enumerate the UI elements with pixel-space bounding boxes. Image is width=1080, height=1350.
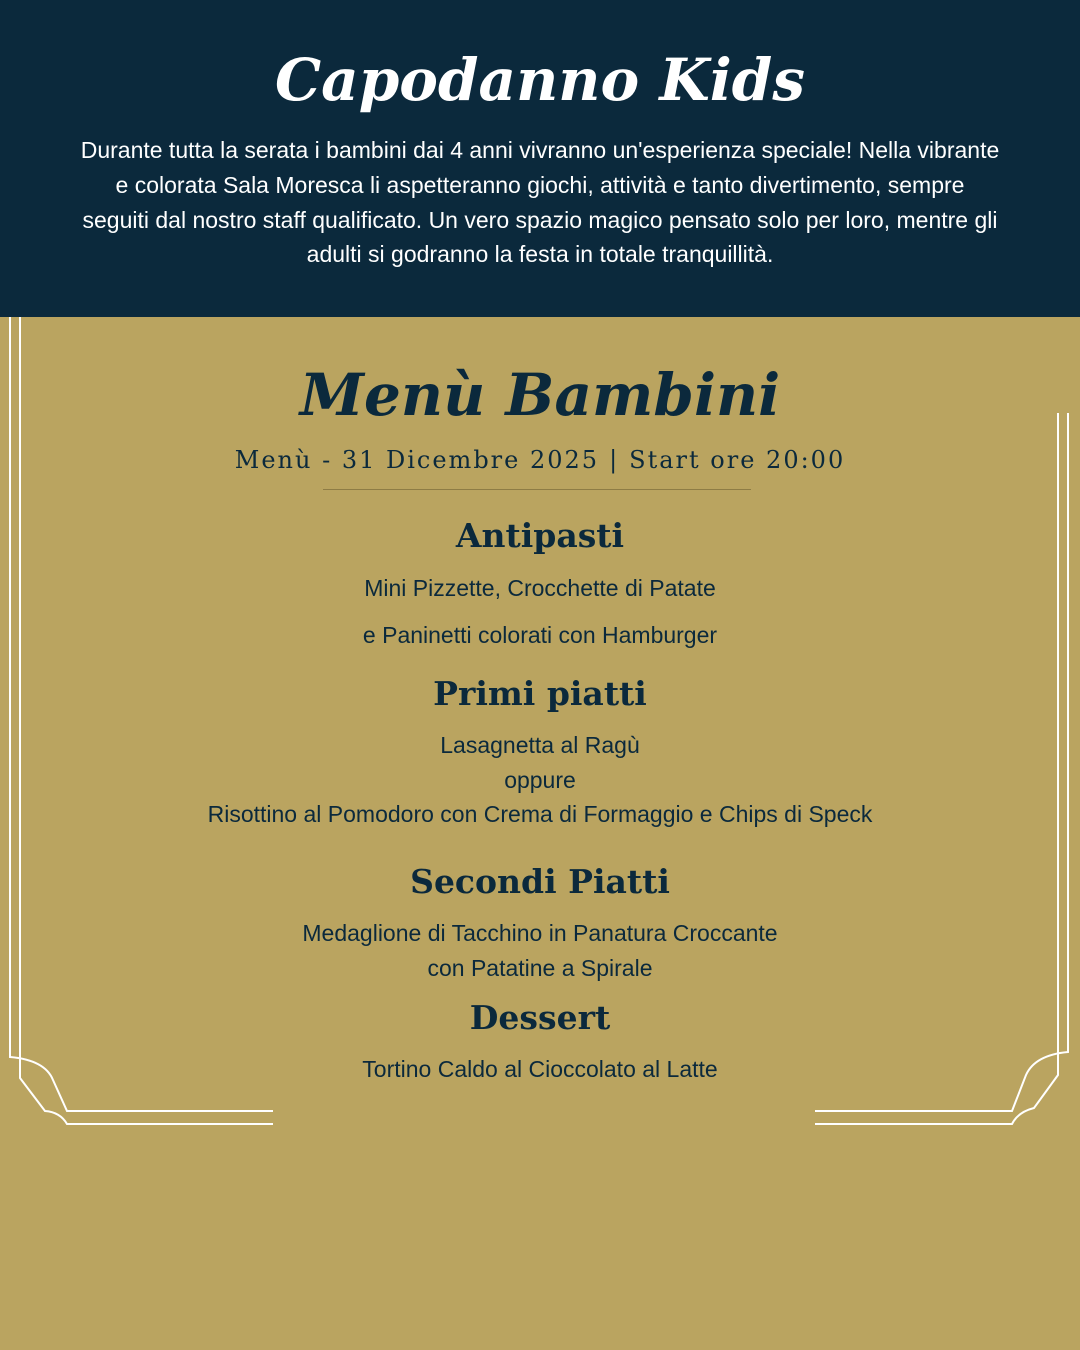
dish-line: Mini Pizzette, Crocchette di Patate [364, 575, 716, 601]
menu-start-time: Start ore 20:00 [629, 446, 846, 474]
dish-line: Risottino al Pomodoro con Crema di Formaggio e Chips di Speck [207, 801, 873, 827]
dish-line: con Patatine a Spirale [427, 955, 653, 981]
dish-line: e Paninetti colorati con Hamburger [362, 622, 718, 648]
section-title-secondi: Secondi Piatti [410, 862, 670, 901]
section-title-primi: Primi piatti [433, 674, 647, 713]
section-title-dessert: Dessert [469, 998, 611, 1037]
menu-subtitle [0, 445, 1080, 475]
menu-date: Menù - 31 Dicembre 2025 [234, 446, 600, 474]
subtitle-separator: | [609, 446, 620, 474]
header-title: Capodanno Kids [275, 46, 805, 114]
subtitle-divider [323, 489, 751, 490]
header-intro-text: Durante tutta la serata i bambini dai 4 anni vivranno un'esperienza speciale! Nella vibrante e colorata Sala Moresca li aspetteranno giochi, attività e tanto divertimento, sempre seguiti dal nostro staff qualificato. Un vero spazio magico pensato solo per loro, mentre gli adulti si godranno la festa in totale tranquillità. [80, 137, 1000, 268]
dish-line: Medaglione di Tacchino in Panatura Croccante [302, 920, 778, 946]
dish-line: Tortino Caldo al Cioccolato al Latte [362, 1056, 718, 1082]
menu-title: Menù Bambini [299, 361, 781, 429]
section-title-antipasti: Antipasti [455, 516, 625, 555]
header-banner [0, 0, 1080, 317]
dish-separator-oppure: oppure [504, 767, 576, 793]
dish-line: Lasagnetta al Ragù [440, 732, 640, 758]
